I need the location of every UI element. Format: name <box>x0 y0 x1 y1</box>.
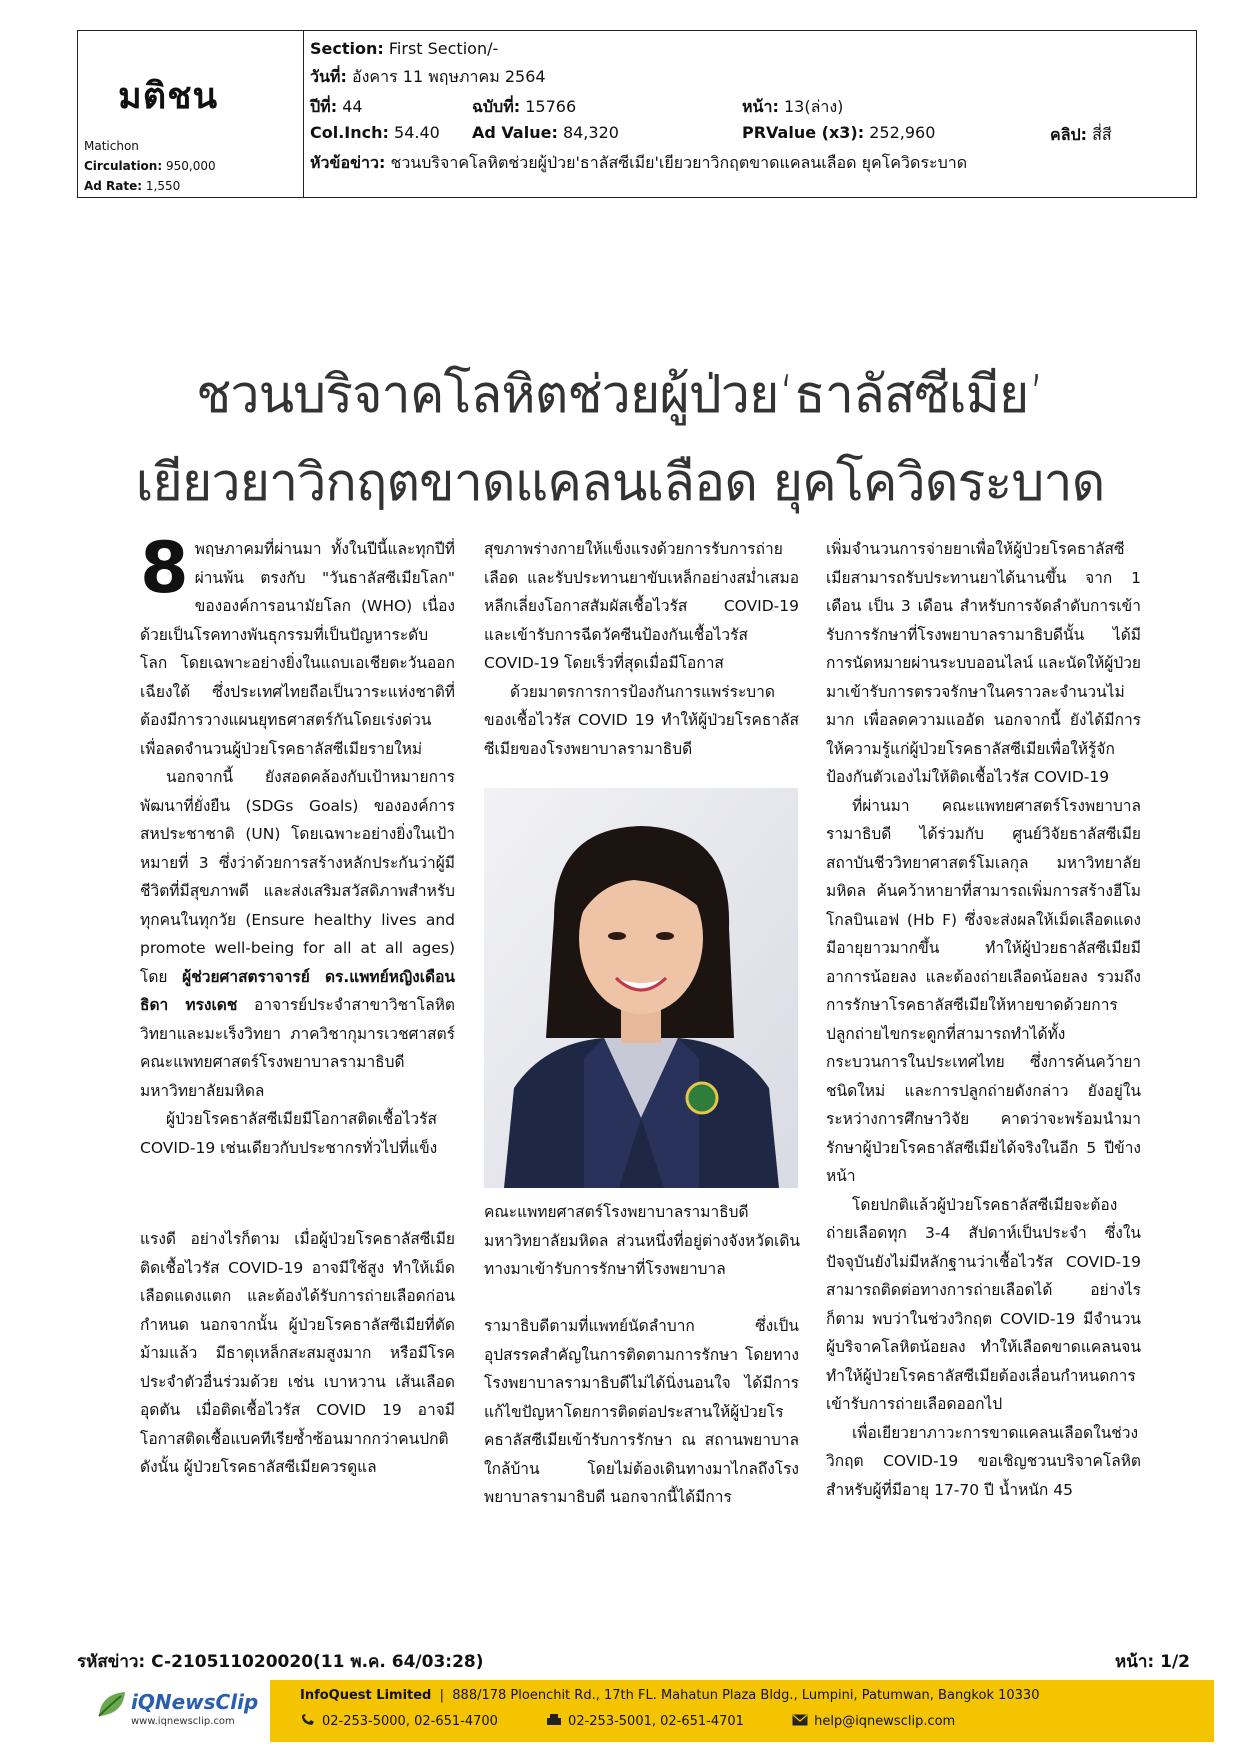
drop-cap: 8 <box>140 527 189 609</box>
clipping-header <box>77 30 1197 198</box>
headline-field: หัวข้อข่าว: ชวนบริจาคโลหิตช่วยผู้ป่วย'ธาลัสซีเมีย'เยียวยาวิกฤตขาดแคลนเลือด ยุคโควิดระบาด <box>310 153 968 172</box>
article-column-1-continued <box>140 1225 455 1482</box>
paragraph: เพื่อเยียวยาภาวะการขาดแคลนเลือดในช่วงวิกฤต COVID-19 ขอเชิญชวนบริจาคโลหิตสำหรับผู้ที่มีอายุ 17-70 ปี น้ำหนัก 45 <box>826 1423 1141 1499</box>
paragraph: แรงดี อย่างไรก็ตาม เมื่อผู้ป่วยโรคธาลัสซีเมียติดเชื้อไวรัส COVID-19 อาจมีใช้สูง ทำให้เม็ดเลือดแดงแตก และต้องได้รับการถ่ายเลือดก่อนกำหนด นอกจากนั้น ผู้ป่วยโรคธาลัสซีเมียที่ตัดม้ามแล้ว มีธาตุเหล็กสะสมสูงมาก หรือมีโรคประจำตัวอื่นร่วมด้วย เช่น เบาหวาน เส้นเลือดอุดตัน เมื่อติดเชื้อไวรัส COVID 19 อาจมีโอกาสติดเชื้อแบคทีเรียซ้ำซ้อนมากกว่าคนปกติ ดังนั้น ผู้ป่วยโรคธาลัสซีเมียควรดูแล <box>140 1230 455 1476</box>
fax: 02-253-5001, 02-651-4701 <box>546 1714 766 1729</box>
fax-icon <box>546 1714 562 1726</box>
article-title-line-1: ชวนบริจาคโลหิตช่วยผู้ป่วย‘ธาลัสซีเมีย’ <box>196 365 1044 425</box>
paragraph: ที่ผ่านมา คณะแพทยศาสตร์โรงพยาบาลรามาธิบดี ได้ร่วมกับ ศูนย์วิจัยธาลัสซีเมีย สถาบันชีววิทยาศาสตร์โมเลกุล มหาวิทยาลัยมหิดล ค้นคว้าหายาที่สามารถเพิ่มการสร้างฮีโมโกลบินเอฟ (Hb F) ซึ่งจะส่งผลให้เม็ดเลือดแดงมีอายุยาวมากขึ้น ทำให้ผู้ป่วยธาลัสซีเมียมีอาการน้อยลง และต้องถ่ายเลือดน้อยลง รวมถึงการรักษาโรคธาลัสซีเมียให้หายขาดด้วยการปลูกถ่ายไขกระดูกที่สามารถทำได้ทั้งกระบวนการในประเทศไทย ซึ่งการค้นคว้ายาชนิดใหม่ และการปลูกถ่ายดังกล่าว ยังอยู่ในระหว่างการศึกษาวิจัย คาดว่าจะพร้อมนำมารักษาผู้ป่วยโรคธาลัสซีเมียได้จริงในอีก 5 ปีข้างหน้า <box>826 796 1141 1185</box>
clip-metadata <box>310 35 1196 197</box>
article-column-2 <box>484 535 799 763</box>
ad-rate: Ad Rate: 1,550 <box>84 179 181 193</box>
article-title-line-2: เยียวยาวิกฤตขาดแคลนเลือด ยุคโควิดระบาด <box>135 453 1105 513</box>
publication-panel <box>78 31 304 197</box>
contact-bar <box>270 1680 1214 1742</box>
phone: 02-253-5000, 02-651-4700 <box>300 1714 520 1729</box>
colinch-field: Col.Inch: 54.40 <box>310 123 440 142</box>
company-address: InfoQuest Limited | 888/178 Ploenchit Rd., 17th FL. Mahatun Plaza Bldg., Lumpini, Patumwan, Bangkok 10330 <box>300 1688 1040 1703</box>
paragraph: ด้วยมาตรการการป้องกันการแพร่ระบาดของเชื้อไวรัส COVID 19 ทำให้ผู้ป่วยโรคธาลัสซีเมียของโรงพยาบาลรามาธิบดี <box>484 682 799 758</box>
prvalue-field: PRValue (x3): 252,960 <box>742 123 936 142</box>
email[interactable]: help@iqnewsclip.com <box>792 1714 977 1729</box>
iqnewsclip-logo: iQNewsClip www.iqnewsclip.com <box>95 1682 265 1744</box>
portrait-photo <box>484 788 798 1188</box>
year-field: ปีที่: 44 <box>310 97 363 116</box>
paragraph: 8 พฤษภาคมที่ผ่านมา ทั้งในปีนี้และทุกปีที่ผ่านพ้น ตรงกับ "วันธาลัสซีเมียโลก" ขององค์การอนามัยโลก (WHO) เนื่องด้วยเป็นโรคทางพันธุกรรมที่เป็นปัญหาระดับโลก โดยเฉพาะอย่างยิ่งในแถบเอเชียตะวันออกเฉียงใต้ ซึ่งประเทศไทยถือเป็นวาระแห่งชาติที่ต้องมีการวางแผนยุทธศาสตร์กันโดยเร่งด่วน เพื่อลดจำนวนผู้ป่วยโรคธาลัสซีเมียรายใหม่ <box>140 527 455 758</box>
news-code: รหัสข่าว: C-210511020020(11 พ.ค. 64/03:28) <box>77 1652 484 1672</box>
photo-caption: คณะแพทยศาสตร์โรงพยาบาลรามาธิบดี มหาวิทยาลัยมหิดล ส่วนหนึ่งที่อยู่ต่างจังหวัดเดินทางมาเข้ารับการรักษาที่โรงพยาบาล <box>484 1203 800 1278</box>
contact-line <box>300 1714 999 1729</box>
mail-icon <box>792 1714 808 1726</box>
advalue-field: Ad Value: 84,320 <box>472 123 619 142</box>
article-column-1 <box>140 527 455 1162</box>
phone-icon <box>300 1714 316 1726</box>
section-field: Section: First Section/- <box>310 39 499 58</box>
leaf-icon <box>95 1688 129 1722</box>
publication-name: Matichon <box>84 139 139 153</box>
clip-field: คลิป: สี่สี <box>1050 125 1112 144</box>
paragraph: โดยปกติแล้วผู้ป่วยโรคธาลัสซีเมียจะต้องถ่ายเลือดทุก 3-4 สัปดาห์เป็นประจำ ซึ่งในปัจจุบันยังไม่มีหลักฐานว่าเชื้อไวรัส COVID-19 สามารถติดต่อทางการถ่ายเลือดได้ อย่างไรก็ตาม พบว่าในช่วงวิกฤต COVID-19 มีจำนวนผู้บริจาคโลหิตน้อยลง ทำให้เลือดขาดแคลนจนทำให้ผู้ป่วยโรคธาลัสซีเมียต้องเลื่อนกำหนดการเข้ารับการถ่ายเลือดออกไป <box>826 1195 1141 1413</box>
article-column-3 <box>826 535 1141 1504</box>
portrait-illustration <box>484 788 798 1188</box>
paragraph: เพิ่มจำนวนการจ่ายยาเพื่อให้ผู้ป่วยโรคธาลัสซีเมียสามารถรับประทานยาได้นานขึ้น จาก 1 เดือน เป็น 3 เดือน สำหรับการจัดลำดับการเข้ารับการรักษาที่โรงพยาบาลรามาธิบดีนั้น ได้มีการนัดหมายผ่านระบบออนไลน์ และนัดให้ผู้ป่วยมาเข้ารับการตรวจรักษาในคราวละจำนวนไม่มาก เพื่อลดความแออัด นอกจากนี้ ยังได้มีการให้ความรู้แก่ผู้ป่วยโรคธาลัสซีเมียเพื่อให้รู้จักป้องกันตัวเองไม่ให้ติดเชื้อไวรัส COVID-19 <box>826 540 1142 786</box>
date-field: วันที่: อังคาร 11 พฤษภาคม 2564 <box>310 67 546 86</box>
article-column-2-continued <box>484 1312 799 1512</box>
circulation: Circulation: 950,000 <box>84 159 216 173</box>
page-field: หน้า: 13(ล่าง) <box>742 97 844 116</box>
paragraph: รามาธิบดีตามที่แพทย์นัดลำบาก ซึ่งเป็นอุปสรรคสำคัญในการติดตามการรักษา โดยทางโรงพยาบาลรามาธิบดีไม่ได้นิ่งนอนใจ ได้มีการแก้ไขปัญหาโดยการติดต่อประสานให้ผู้ป่วยโรคธาลัสซีเมียเข้ารับการรักษา ณ สถานพยาบาลใกล้บ้าน โดยไม่ต้องเดินทางมาไกลถึงโรงพยาบาลรามาธิบดี นอกจากนี้ได้มีการ <box>484 1317 799 1506</box>
page-number: หน้า: 1/2 <box>1115 1652 1190 1672</box>
paragraph: สุขภาพร่างกายให้แข็งแรงด้วยการรับการถ่ายเลือด และรับประทานยาขับเหล็กอย่างสม่ำเสมอ หลีกเลี่ยงโอกาสสัมผัสเชื้อไวรัส COVID-19 และเข้ารับการฉีดวัคซีนป้องกันเชื้อไวรัส COVID-19 โดยเร็วที่สุดเมื่อมีโอกาส <box>484 540 799 672</box>
publication-logo: มติชน <box>118 76 219 117</box>
paragraph: ผู้ป่วยโรคธาลัสซีเมียมีโอกาสติดเชื้อไวรัส COVID-19 เช่นเดียวกับประชากรทั่วไปที่แข็ง <box>140 1110 438 1157</box>
paragraph: นอกจากนี้ ยังสอดคล้องกับเป้าหมายการพัฒนาที่ยั่งยืน (SDGs Goals) ขององค์การสหประชาชาติ (UN) โดยเฉพาะอย่างยิ่งในเป้าหมายที่ 3 ซึ่งว่าด้วยการสร้างหลักประกันว่าผู้มีชีวิตที่มีสุขภาพดี และส่งเสริมสวัสดิภาพสำหรับทุกคนในทุกวัย (Ensure healthy lives and promote well-being for all at all ages) โดย ผู้ช่วยศาสตราจารย์ ดร.แพทย์หญิงเดือนธิดา ทรงเดช อาจารย์ประจำสาขาวิชาโลหิตวิทยาและมะเร็งวิทยา ภาควิชากุมารเวชศาสตร์ คณะแพทยศาสตร์โรงพยาบาลรามาธิบดี มหาวิทยาลัยมหิดล <box>140 768 455 1100</box>
issue-field: ฉบับที่: 15766 <box>472 97 577 116</box>
